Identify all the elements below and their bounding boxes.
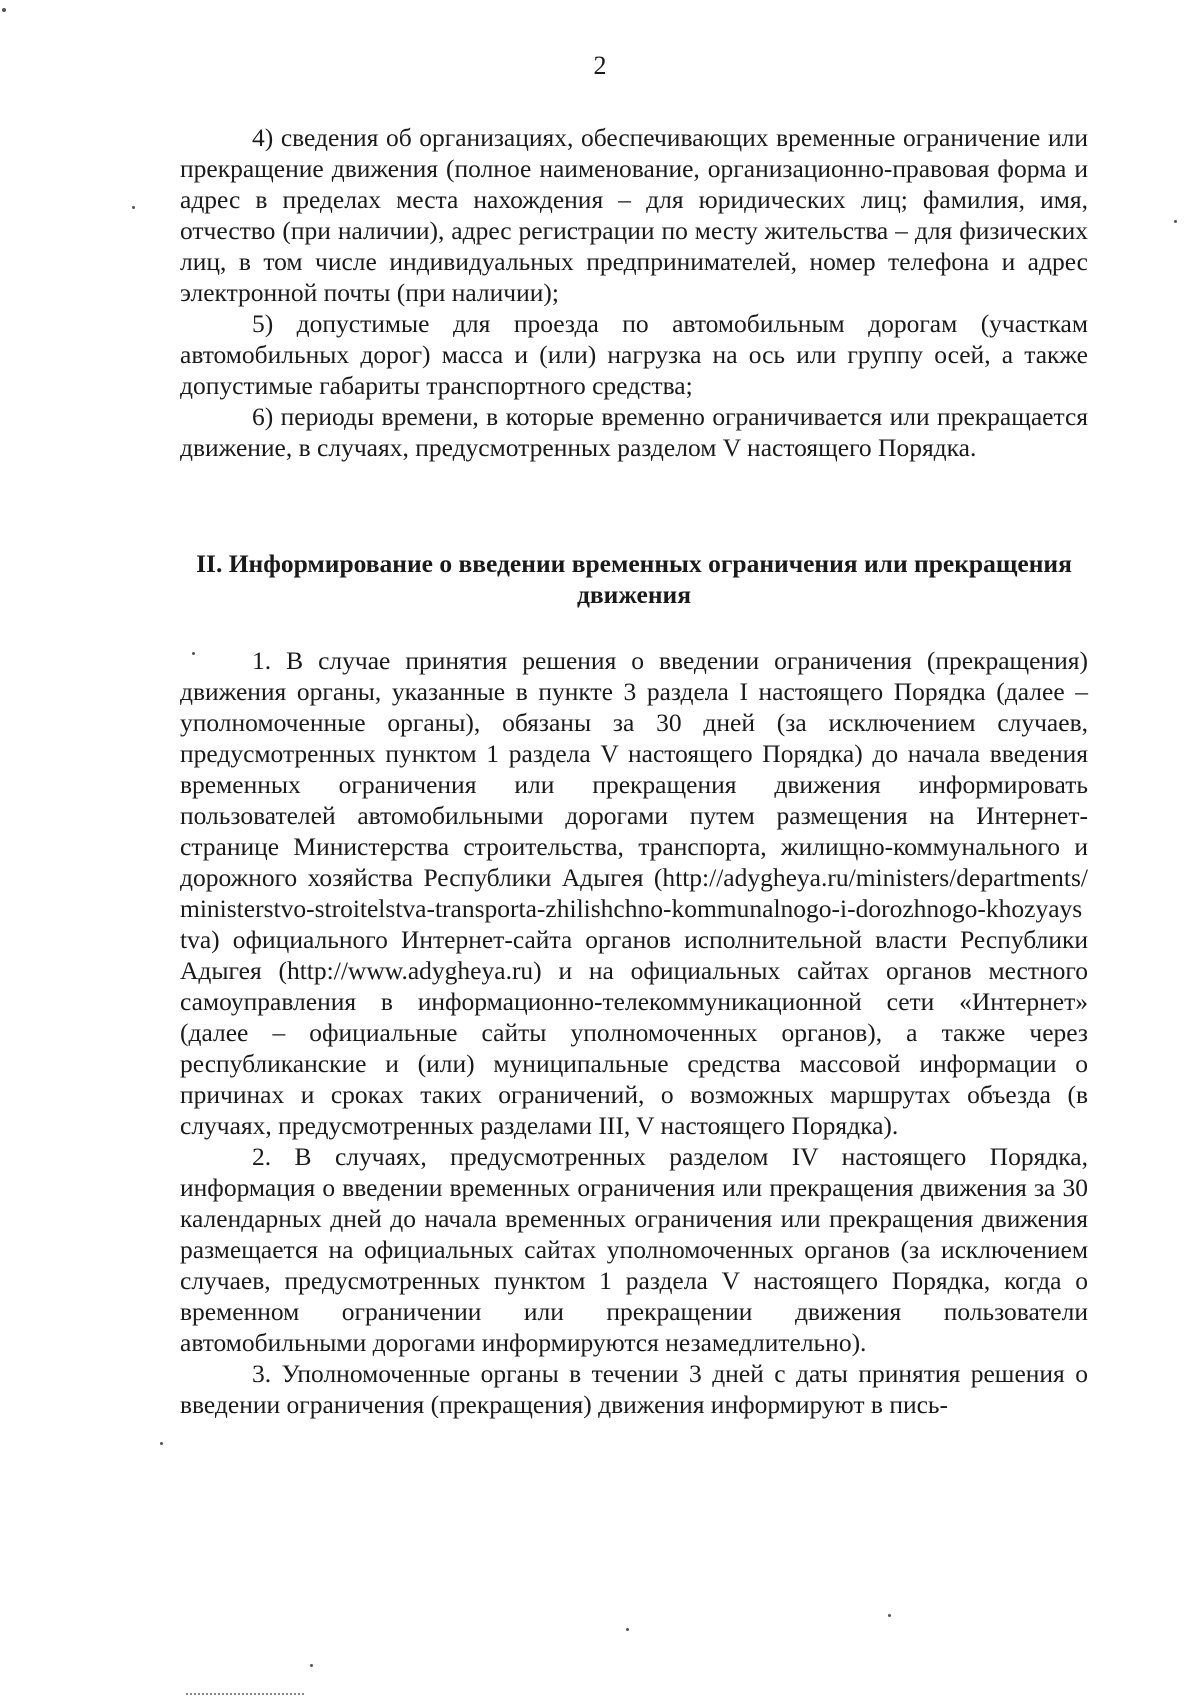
clause-2-paragraph: 2. В случаях, предусмотренных разделом IV настоящего Порядка, информация о введении временных ограничения или прекращения движения за 30 календарных дней до начала временных ограничения или прекращения движения размещается на официальных сайтах уполномоченных органов (за исключением случаев, предусмотренных пунктом 1 раздела V настоящего Порядка, когда о временном ограничении или прекращении движения пользователи автомобильными дорогами информируются незамедлительно). [180,1142,1088,1357]
scan-speck [132,206,135,209]
clause-3-paragraph: 3. Уполномоченные органы в течении 3 дней с даты принятия решения о введении ограничения (прекращения) движения информируют в пись- [180,1359,1088,1419]
scan-speck [160,1442,163,1445]
page-number: 2 [593,51,607,80]
scan-speck [192,652,195,655]
clause-1-text-a: 1. В случае принятия решения о введении ограничения (прекращения) движения органы, указанные в пункте 3 раздела I настоящего Порядка (далее – уполномоченные органы), обязаны за 30 дней (за исключением случаев, предусмотренных пунктом 1 раздела V настоящего Порядка) до начала введения временных ограничения или прекращения движения информировать пользователей автомобильными дорогами путем размещения на Интернет-странице Министерства строительства, транспорта, жилищно-коммунального и дорожного хозяйства Республики Адыгея [180,646,1088,892]
ministry-page-url: (http://adygheya.ru/ministers/departments/ministerstvo-stroitelstva-transporta-zhilishchno-kommunalnogo-i-dorozhnogo-khozyaystva) [180,863,1088,954]
scan-speck [2,8,6,12]
item-5-paragraph: 5) допустимые для проезда по автомобильным дорогам (участкам автомобильных дорог) масса и (или) нагрузка на ось или группу осей, а также допустимые габариты транспортного средства; [180,309,1088,400]
clause-1-text-c: и на официальных сайтах органов местного самоуправления в информационно-телекоммуникационной сети «Интернет» (далее – официальные сайты уполномоченных органов), а также через республиканские и (или) муниципальные средства массовой информации о причинах и сроках таких ограничений, о возможных маршрутах объезда (в случаях, предусмотренных разделами III, V настоящего Порядка). [180,956,1088,1140]
scan-speck [310,1664,313,1667]
item-6-paragraph: 6) периоды времени, в которые временно ограничивается или прекращается движение, в случаях, предусмотренных разделом V настоящего Порядка. [180,402,1088,462]
section-1-items [180,122,1088,463]
scan-speck [626,1628,629,1631]
section-2-heading: II. Информирование о введении временных ограничения или прекращения движения [196,549,1072,609]
government-site-url: (http://www.adygheya.ru) [278,956,542,985]
clause-1-paragraph [180,645,1088,1141]
scan-mark [186,1693,304,1695]
scan-speck [888,1614,891,1617]
item-4-paragraph: 4) сведения об организациях, обеспечивающих временные ограничение или прекращение движения (полное наименование, организационно-правовая форма и адрес в пределах места нахождения – для юридических лиц; фамилия, имя, отчество (при наличии), адрес регистрации по месту жительства – для физических лиц, в том числе индивидуальных предпринимателей, номер телефона и адрес электронной почты (при наличии); [180,123,1088,307]
clause-1-text-b: официального Интернет-сайта органов исполнительной власти Республики Адыгея [180,925,1088,985]
scan-speck [1174,220,1177,223]
section-2-body [180,645,1088,1420]
